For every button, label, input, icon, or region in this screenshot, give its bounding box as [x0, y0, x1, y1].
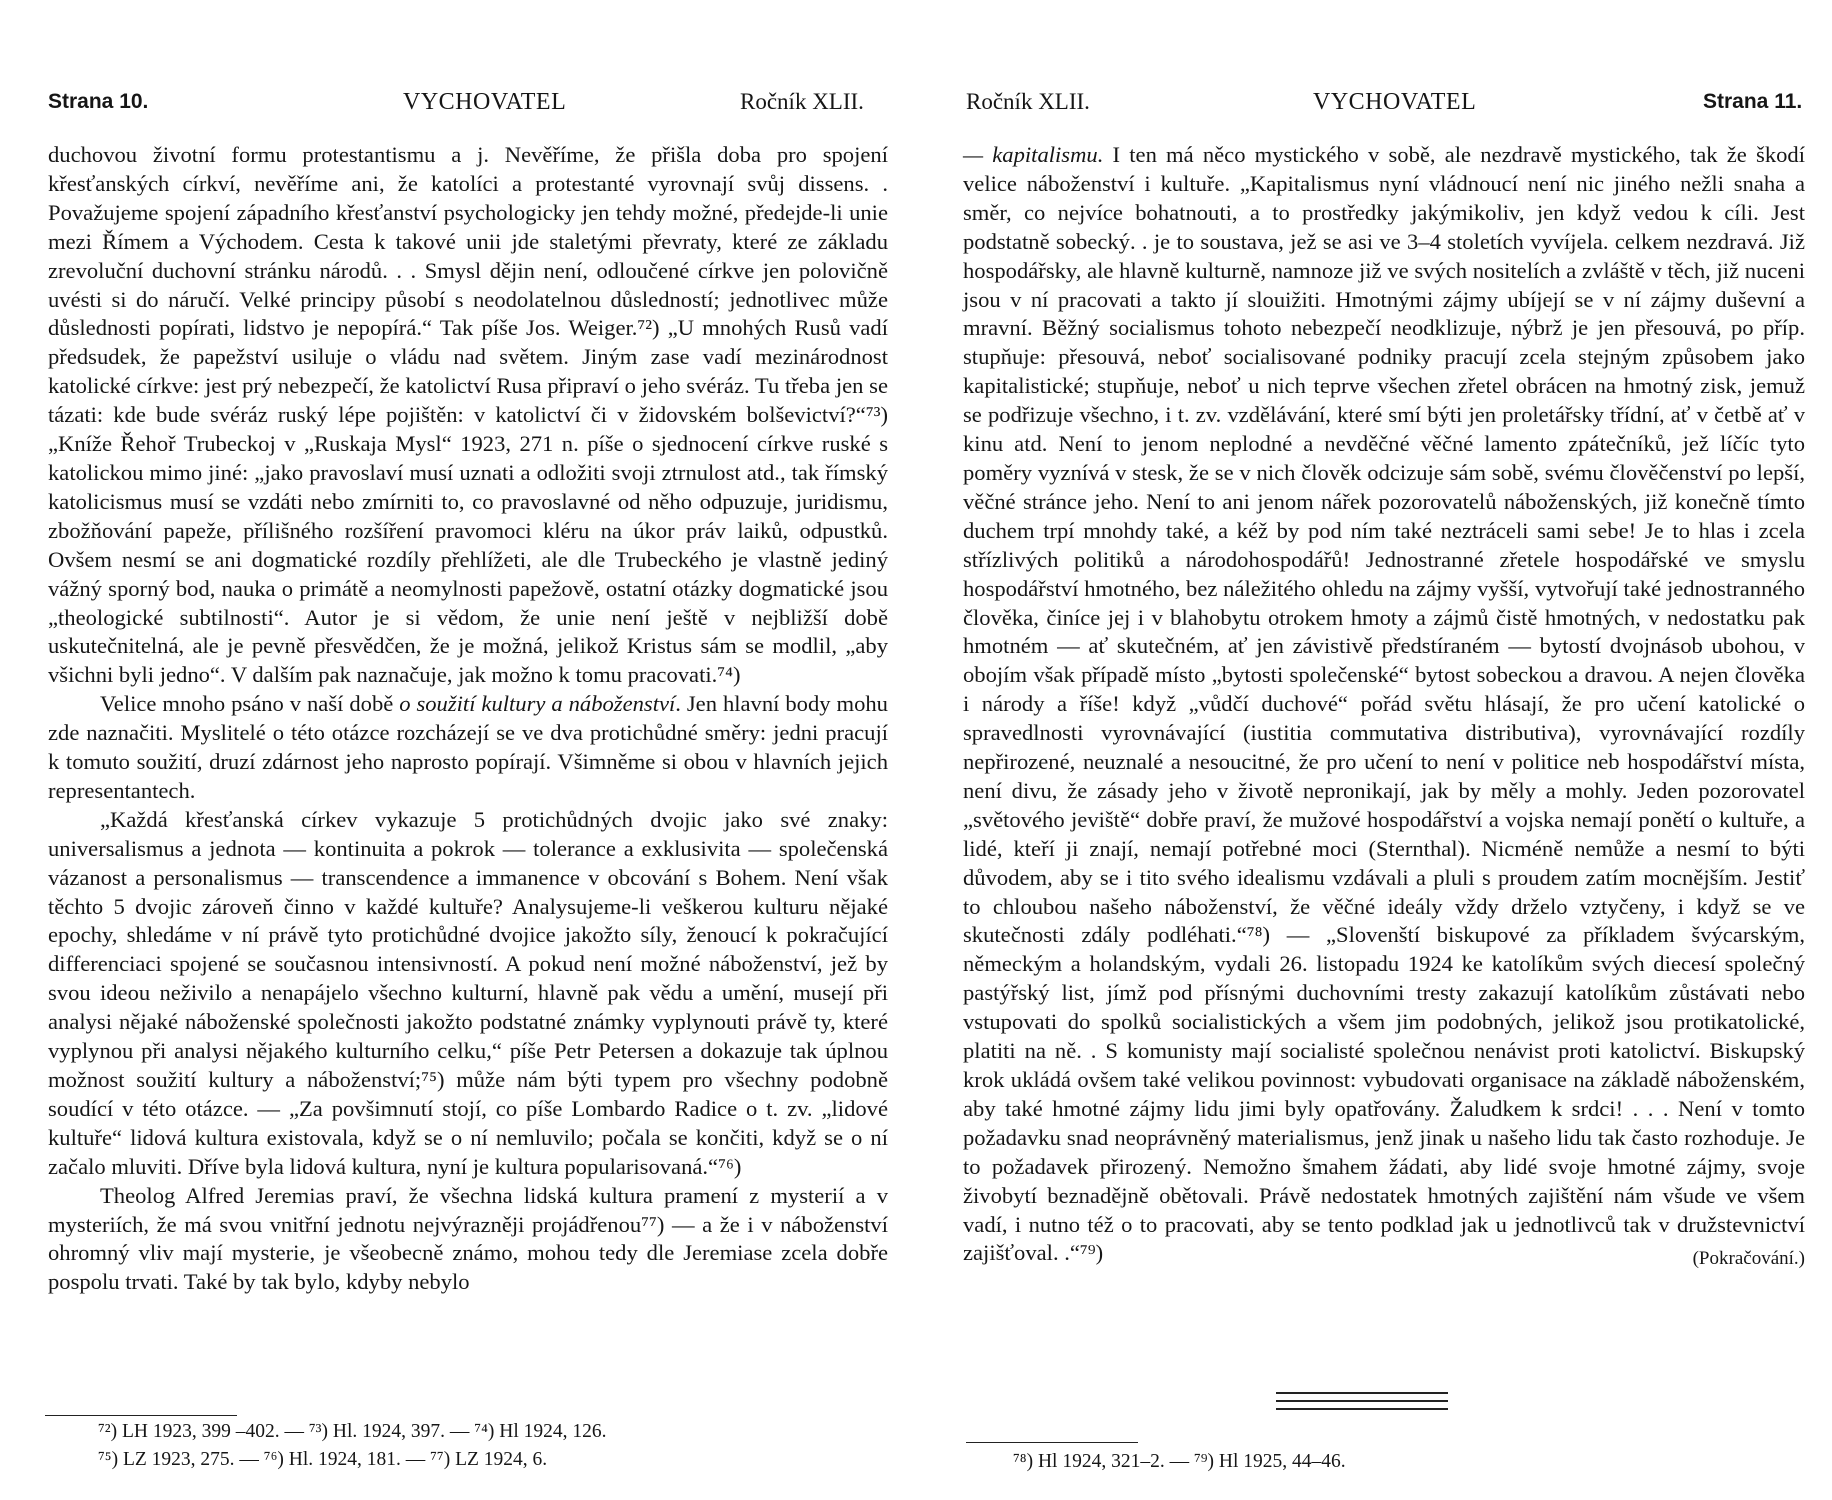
left-paragraph-2-text: Velice mnoho psáno v naší době o soužití kultury a náboženství. Jen hlavní body mohu zde naznačiti. Myslitelé o této otázce rozcházejí se ve dva protichůdné směry: jedni pracují k tomuto soužití, druzí zdárnost jeho naprosto popírají. Všimněme si obou v hlavních jejich representantech. — [48, 691, 888, 803]
ornament-line-bottom — [1276, 1408, 1448, 1410]
left-page-number: Strana 10. — [48, 90, 149, 113]
ornament-line-top — [1276, 1392, 1448, 1394]
left-footnote-1: ⁷²) LH 1923, 399 –402. — ⁷³) Hl. 1924, 397. — ⁷⁴) Hl 1924, 126. — [98, 1421, 607, 1442]
left-paragraph-2 — [48, 690, 888, 806]
right-page-header — [916, 82, 1832, 122]
right-paragraph-1 — [963, 141, 1805, 1268]
left-paragraph-1: duchovou životní formu protestantismu a j. Nevěříme, že přišla doba pro spojení křesťanských církví, nevěříme ani, že katolíci a protestanté vyrovnají svůj dissens. . Považujeme spojení západního křesťanství psychologicky jen tehdy možné, předejde-li unie mezi Římem a Východem. Cesta k takové unii jde staletými převraty, které ze základu zrevoluční duchovní stránku národů. . . Smysl dějin není, odloučené církve jen polovičně uvésti si do náručí. Velké principy působí s neodolatelnou důsledností; jednotlivec může důslednosti popírati, lidstvo je nepopírá.“ Tak píše Jos. Weiger.⁷²) „U mnohých Rusů vadí předsudek, že papežství usiluje o vládu nad světem. Jiným zase vadí mezinárodnost katolické církve: jest prý nebezpečí, že katolictví Rusa připraví o jeho svéráz. Tu třeba jen se tázati: kde bude svéráz ruský lépe pojištěn: v katolictví či v židovském bolševictví?“⁷³) „Kníže Řehoř Trubeckoj v „Ruskaja Mysl“ 1923, 271 n. píše o sjednocení církve ruské s katolickou mimo jiné: „jako pravoslaví musí uznati a odložiti svoji ztrnulost atd., tak římský katolicismus musí se vzdáti nebo zmírniti to, co pravoslavné od něho odpuzuje, juridismu, zbožňování papeže, přílišného rozšíření pravomoci kléru na úkor práv laiků, odpustků. Ovšem nesmí se ani dogmatické rozdíly přehlížeti, ale dle Trubeckého je vlastně jediný vážný sporný bod, nauka o primátě a neomylnosti papežově, ostatní otázky dogmatické jsou „theologické subtilnosti“. Autor je si vědom, že unie není ještě v nejbližší době uskutečnitelná, ale je pevně přesvědčen, že je možná, jelikož Kristus sám se modlil, „aby všichni byli jedno“. V dalším pak naznačuje, jak možno k tomu pracovati.⁷⁴) — [48, 142, 888, 688]
right-footnote-1: ⁷⁸) Hl 1924, 321–2. — ⁷⁹) Hl 1925, 44–46. — [1013, 1451, 1346, 1472]
continued-note: (Pokračování.) — [1692, 1248, 1805, 1270]
left-paragraph-4: Theolog Alfred Jeremias praví, že všechna lidská kultura pramení z mysterií a v mysteriích, že má svou vnitřní jednotu nejvýrazněji projádřenou⁷⁷) — a že i v náboženství ohromný vliv mají mysterie, je všeobecně známo, mohou tedy dle Jeremiase zcela dobře pospolu trvati. Také by tak bylo, kdyby nebylo — [48, 1182, 888, 1295]
right-volume: Ročník XLII. — [966, 89, 1090, 114]
left-paragraph-3: „Každá křesťanská církev vykazuje 5 protichůdných dvojic jako své znaky: universalismus a jednota — kontinuita a pokrok — tolerance a exklusivita — společenská vázanost a personalismus — transcendence a immanence v obcování s Bohem. Není však těchto 5 dvojic zároveň činno v každé kultuře? Analysujeme-li veškerou kulturu nějaké epochy, shledáme v ní právě tyto protichůdné dvojice jakožto síly, ženoucí k pokračující differenciaci spojené se současnou intensivností. A pokud není možné náboženství, jež by svou ideou neživilo a nenapájelo všechno kulturní, hlavně pak vědu a umění, musejí při analysi nějaké náboženské společnosti jakožto podstatné známky vyplynouti právě ty, které vyplynou při analysi nějakého kulturního celku,“ píše Petr Petersen a dokazuje tak úplnou možnost soužití kultury a náboženství;⁷⁵) může nám býti typem pro všechny podobně soudící v této otázce. — „Za povšimnutí stojí, co píše Lombardo Radice o t. zv. „lidové kultuře“ lidová kultura existovala, když se o ní nemluvilo; počala se končiti, když se o ní začalo mluviti. Dříve byla lidová kultura, nyní je kultura popularisovaná.“⁷⁶) — [48, 806, 888, 1179]
left-italic-phrase: o soužití kultury a náboženství — [399, 691, 676, 717]
left-body-text — [48, 141, 888, 1297]
left-volume: Ročník XLII. — [740, 89, 864, 114]
left-journal-title: VYCHOVATEL — [403, 89, 567, 115]
right-footnote-rule — [966, 1442, 1138, 1443]
left-footnote-2: ⁷⁵) LZ 1923, 275. — ⁷⁶) Hl. 1924, 181. — ⁷⁷) LZ 1924, 6. — [98, 1449, 548, 1470]
right-paragraph-1-text: I ten má něco mystického v sobě, ale nezdravě mystického, tak že škodí velice náboženství i kultuře. „Kapitalismus nyní vládnoucí není nic jiného nežli snaha a směr, co nejvíce bohatnouti, a to prostředky jakýmikoliv, jen když vedou k cíli. Jest podstatně sobecký. . je to soustava, jež se asi ve 3–4 stoletích vyvíjela. celkem nezdravá. Již hospodářsky, ale hlavně kulturně, namnoze již ve svých nositelích a zvláště v těch, již nuceni jsou v ní pracovati a takto jí slouižiti. Hmotnými zájmy ubíjejí se v ní zájmy duševní a mravní. Běžný socialismus tohoto nebezpečí neodklizuje, nýbrž je jen přesouvá, po příp. stupňuje: přesouvá, neboť socialisované podniky pracují zcela stejným způsobem jako kapitalistické; stupňuje, neboť u nich teprve všechen zřetel obrácen na hmotný zisk, jemuž se podřizuje všechno, i t. zv. vzdělávání, které smí býti jen proletářsky třídní, ať v četbě ať v kinu atd. Není to jenom neplodné a nevděčné věčné lamento zpátečníků, jež líčíc tyto poměry vyznívá v stesk, že se v nich člověk odcizuje sám sobě, svému člověčenství po lepší, věčné stránce jeho. Není to ani jenom nářek pozorovatelů náboženských, již konečně tímto duchem trpí mnohdy také, a kéž by pod ním také neztráceli sami sebe! Je to hlas i zcela střízlivých politiků a národohospodářů! Jednostranné zřetele hospodářské ve smyslu hospodářství hmotného, bez náležitého ohledu na zájmy vyšší, vytvořují také jednostranného člověka, činíce jej i v blahobytu otrokem hmoty a zájmů čistě hmotných, v nedostatku pak hmotném — ať skutečném, ať jen závistivě předstíraném — bytostí dvojnásob ubohou, v obojím však případě místo „bytosti společenské“ bytost sobeckou a dravou. A nejen člověka i národy a říše! když „vůdčí duchové“ pořád světu hlásají, že pro učení katolické o spravedlnosti vyrovnávající (iustitia commutativa distributiva), vyrovnávající rozdíly nepřirozené, neuznalé a nesoucitné, že pro učení to není v politice neb hospodářství místa, není divu, že zásady jeho v životě nepronikají, jak by měly a mohly. Jeden pozorovatel „světového jeviště“ dobře praví, že mužové hospodářství a vojska nemají ponětí o kultuře, a lidé, kteří ji znají, nemají potřebné moci (Sternthal). Nicméně nemůže a nesmí to býti důvodem, aby se i tito svého idealismu vzdávali a pluli s proudem zatím mocnějším. Jestiť to chloubou našeho náboženství, že věčné ideály vždy drželo vztyčeny, i když se ve skutečnosti zdály podléhati.“⁷⁸) — „Slovenští biskupové za příkladem švýcarským, německým a holandským, vydali 26. listopadu 1924 ke katolíkům svých diecesí společný pastýřský list, jímž pod přísnými duchovními tresty zakazují katolíkům zůstávati nebo vstupovati do spolků socialistických a všem jim podobných, jelikož jsou protikatolické, platiti na ně. . S komunisty mají socialisté společnou nenávist proti katolictví. Biskupský krok ukládá ovšem také velikou povinnost: vybudovati organisace na základě náboženském, aby také hmotné zájmy lidu jimi byly opatřovány. Žaludkem k srdci! . . . Není v tomto požadavku snad neoprávněný materialismus, jenž jinak u našeho lidu tak často rozhoduje. Je to požadavek přirozený. Nemožno šmahem žádati, aby lidé svoje hmotné zájmy, svoje živobytí beznadějně obětovali. Právě nedostatek hmotných zajištění nám všude ve všem vadí, i nutno též o to pracovati, aby se tento podklad jak u jednotlivců tak v družstevnictví zajišťoval. .“⁷⁹) — [963, 142, 1805, 1266]
ornament-line-middle — [1276, 1400, 1448, 1402]
right-page — [916, 0, 1832, 1500]
right-body-text — [963, 141, 1805, 1274]
left-footnote-rule — [45, 1415, 237, 1416]
left-page-header — [0, 82, 916, 122]
right-lead-italic: — kapitalismu. — [963, 142, 1104, 167]
right-page-number: Strana 11. — [1703, 90, 1803, 113]
right-journal-title: VYCHOVATEL — [1313, 89, 1477, 115]
